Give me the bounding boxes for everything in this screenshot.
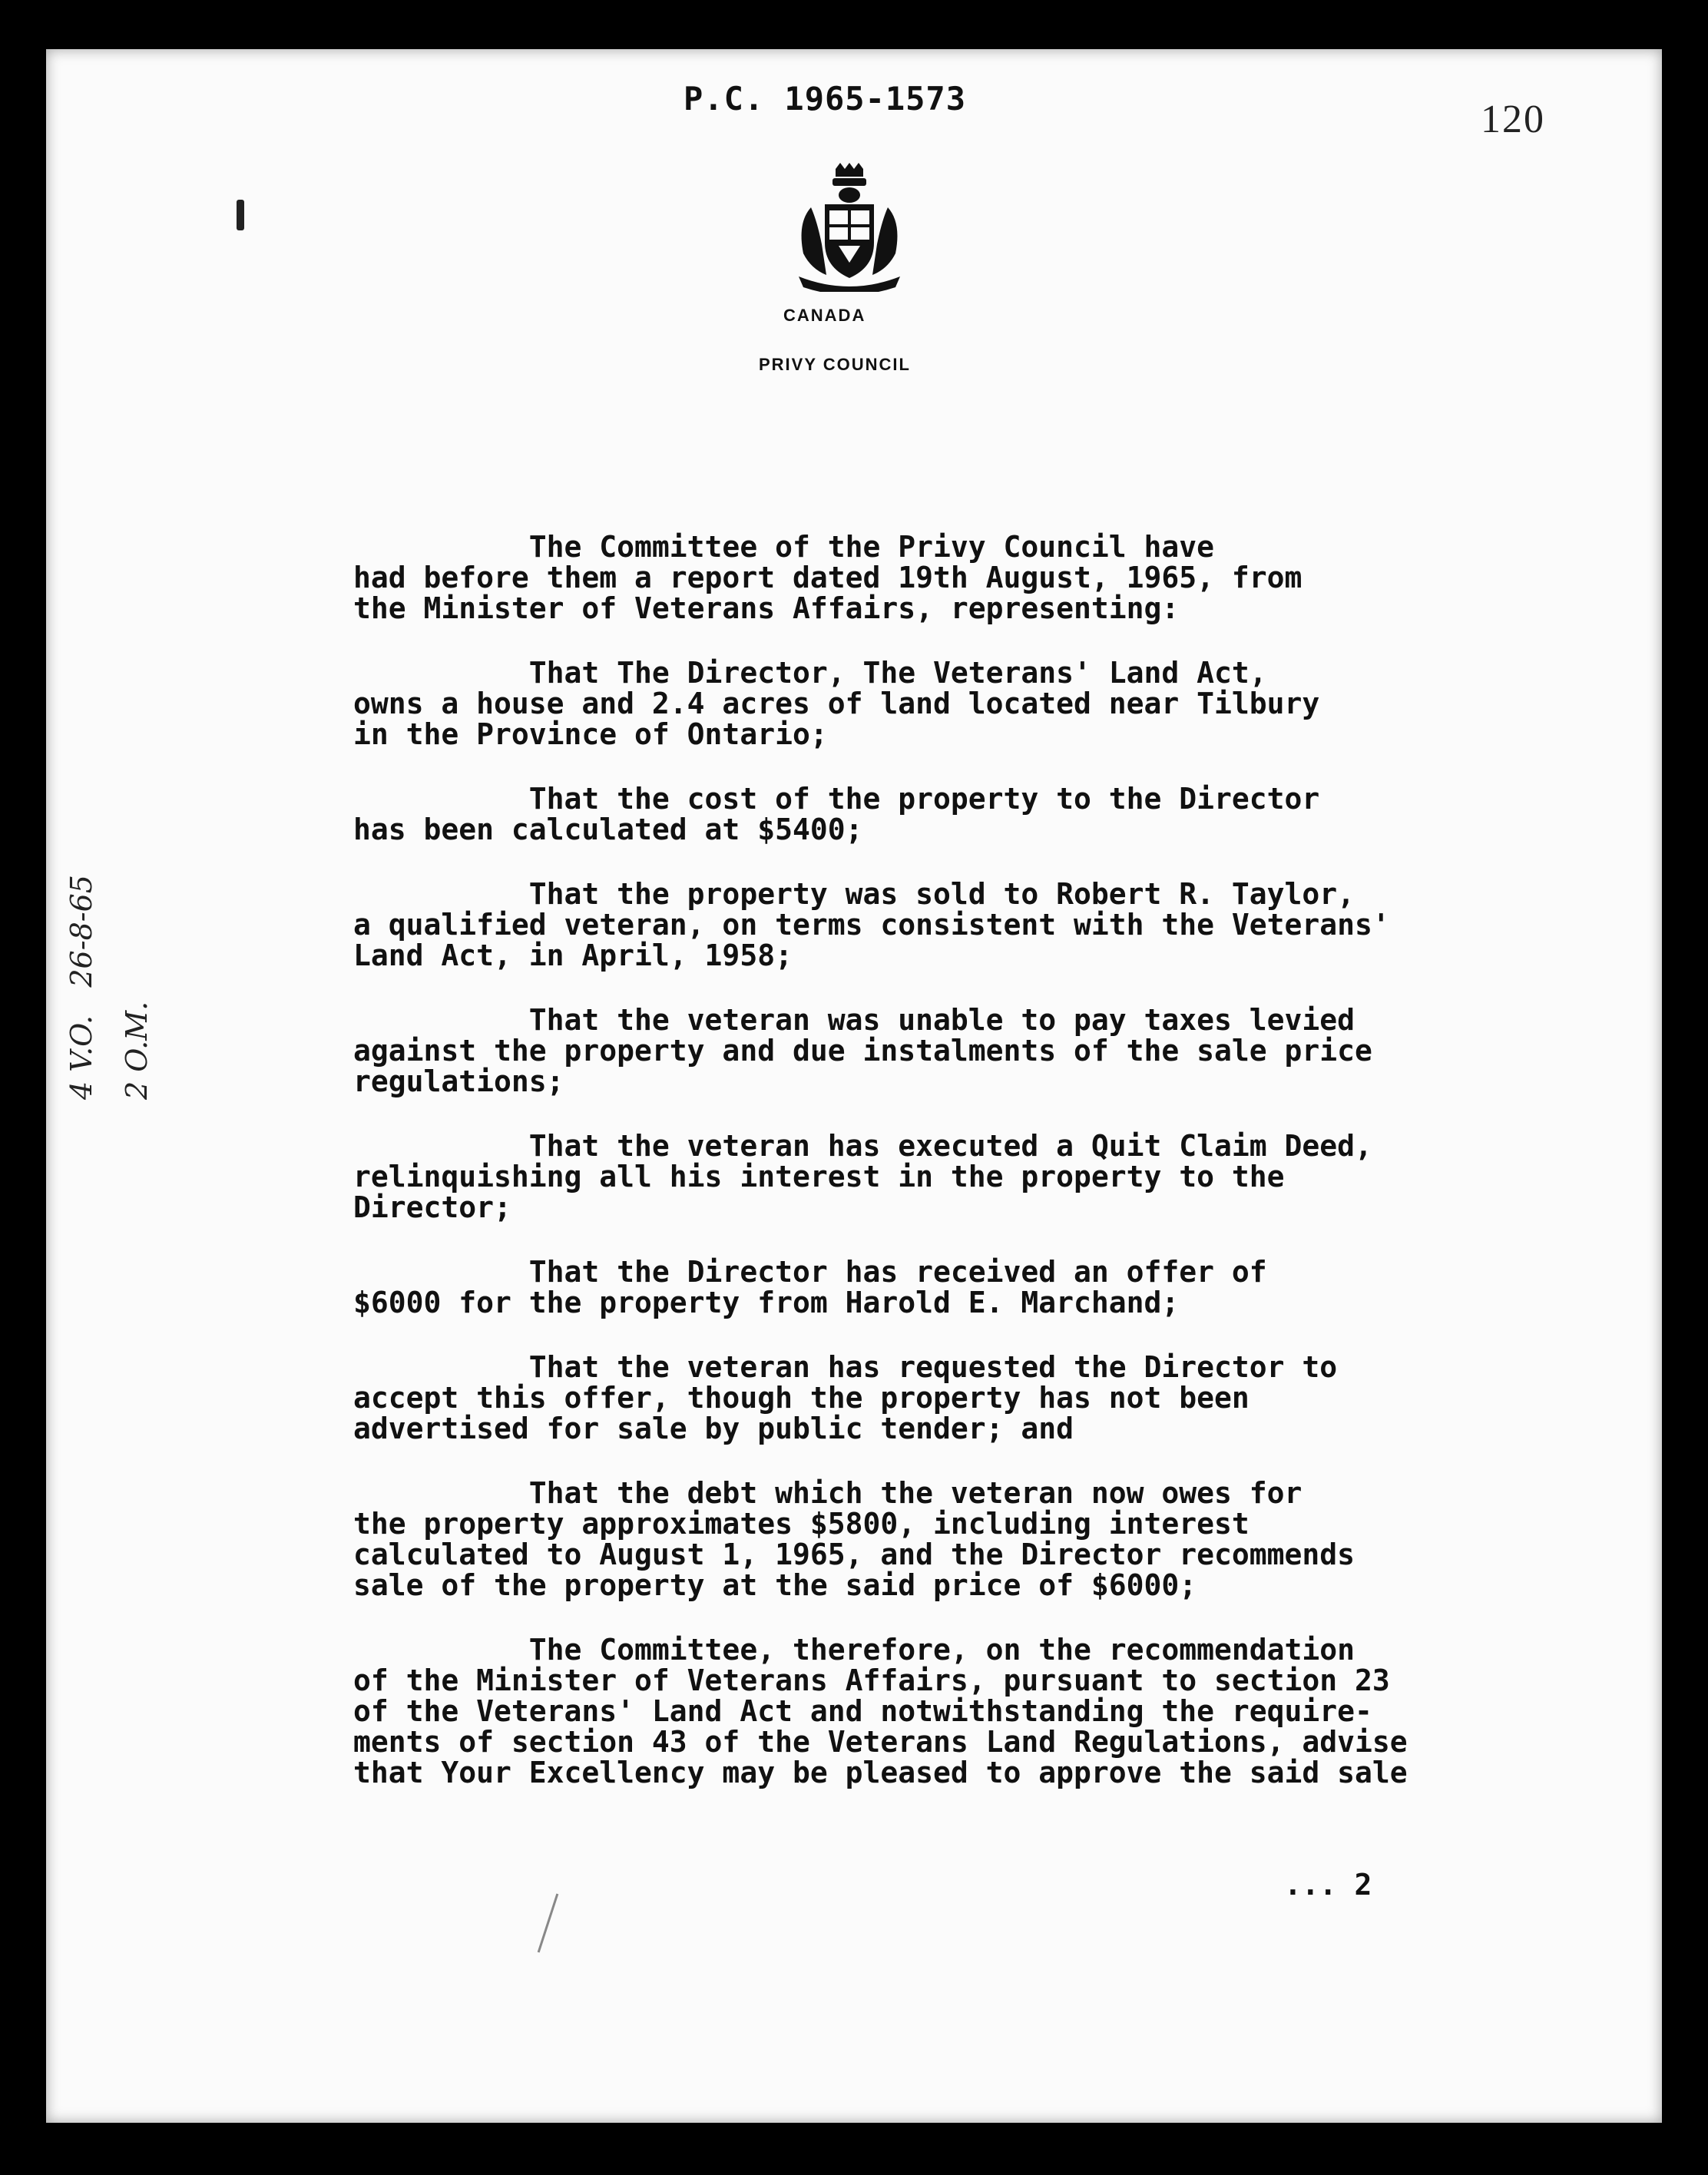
continued-marker: ... 2 <box>1284 1868 1372 1902</box>
document-page <box>46 49 1662 2123</box>
paragraph: That The Director, The Veterans' Land Act, owns a house and 2.4 acres of land located near Tilbury in the Province of Ontario; <box>353 656 1320 751</box>
coat-of-arms-icon <box>788 161 911 292</box>
paragraph: That the veteran was unable to pay taxes levied against the property and due instalments of the sale price regulations; <box>353 1003 1372 1098</box>
paragraph: That the property was sold to Robert R. Taylor, a qualified veteran, on terms consistent with the Veterans' Land Act, in April, 1958; <box>353 877 1390 972</box>
council-label: PRIVY COUNCIL <box>759 355 911 374</box>
scratch-mark <box>538 1893 559 1952</box>
marginalia-line: 2 O.M. <box>120 1001 154 1100</box>
page-number: 120 <box>1481 98 1545 141</box>
handwritten-marginalia <box>54 875 164 1100</box>
paragraph: That the cost of the property to the Director has been calculated at $5400; <box>353 782 1320 846</box>
country-label: CANADA <box>783 306 866 325</box>
marginalia-line: 4 V.O. 26-8-65 <box>65 875 98 1100</box>
paragraph: The Committee, therefore, on the recommendation of the Minister of Veterans Affairs, pursuant to section 23 of the Veterans' Land Act and notwithstanding the require- ments of section 43 of the Veterans Land Regulations, advise that Your Excellency may be pleased to approve the said sale <box>353 1633 1408 1789</box>
paragraph: That the Director has received an offer of $6000 for the property from Harold E. Marchand; <box>353 1255 1267 1319</box>
paragraph: That the veteran has requested the Director to accept this offer, though the property has not been advertised for sale by public tender; and <box>353 1350 1338 1445</box>
punch-mark <box>237 200 244 230</box>
paragraph: That the veteran has executed a Quit Claim Deed, relinquishing all his interest in the property to the Director; <box>353 1129 1372 1224</box>
order-number: P.C. 1965-1573 <box>684 80 967 118</box>
paragraph: The Committee of the Privy Council have had before them a report dated 19th August, 1965, from the Minister of Veterans Affairs, representing: <box>353 530 1303 625</box>
paragraph: That the debt which the veteran now owes for the property approximates $5800, including interest calculated to August 1, 1965, and the Director recommends sale of the property at the said price of $6000; <box>353 1476 1355 1602</box>
document-body <box>353 531 1597 1788</box>
